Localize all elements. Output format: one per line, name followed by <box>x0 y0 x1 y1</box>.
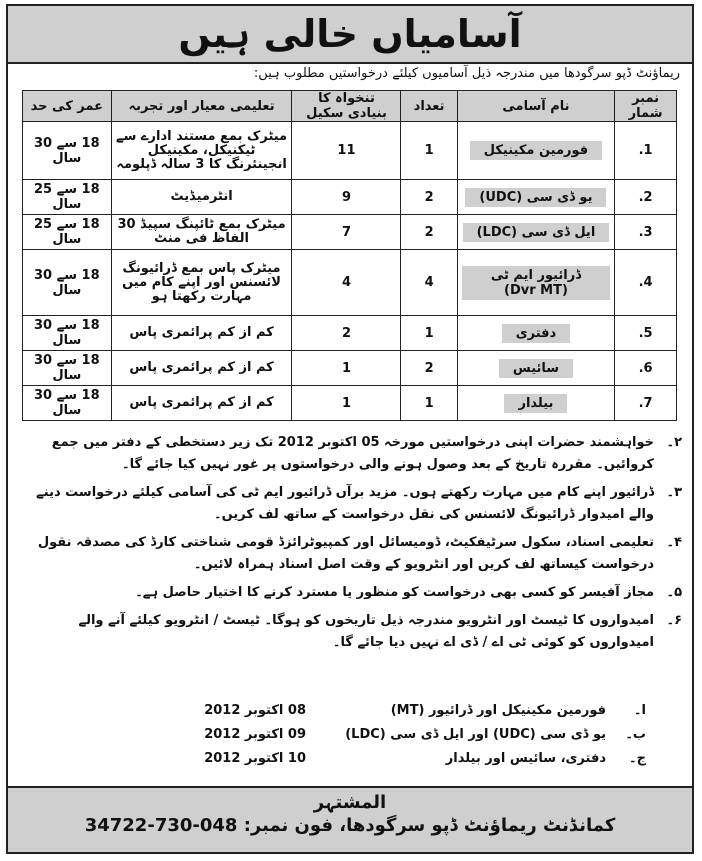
cell-qualification: انٹرمیڈیٹ <box>111 180 292 215</box>
cell-qualification: کم از کم پرائمری پاس <box>111 316 292 351</box>
schedule-date: 08 اکتوبر 2012 <box>204 702 306 718</box>
table-row <box>23 316 677 351</box>
cell-post <box>457 122 614 180</box>
cell-sr: 2. <box>615 180 677 215</box>
cell-age: 18 سے 30 سال <box>23 316 112 351</box>
cell-qualification: میٹرک بمع ٹائپنگ سپیڈ 30 الفاظ فی منٹ <box>111 215 292 250</box>
cell-post <box>457 215 614 250</box>
note-text: امیدواروں کا ٹیسٹ اور انٹرویو مندرجہ ذیل تاریخوں کو ہوگا۔ ٹیسٹ / انٹرویو کیلئے آنے والے امیدواروں کو کوئی ٹی اے / ڈی اے نہیں دیا جائے گا۔ <box>78 613 654 650</box>
schedule-date: 10 اکتوبر 2012 <box>204 750 306 766</box>
note-text: مجاز آفیسر کو کسی بھی درخواست کو منظور یا مسترد کرنے کا اختیار حاصل ہے۔ <box>135 585 654 600</box>
post-name: سائیس <box>499 359 573 378</box>
advertisement-page <box>6 4 694 854</box>
cell-qualification: میٹرک پاس بمع ڈرائیونگ لائسنس اور اپنے کام میں مہارت رکھتا ہو <box>111 250 292 316</box>
header-scale: تنخواہ کا بنیادی سکیل <box>292 91 401 122</box>
page-title: آسامیاں خالی ہیں <box>178 12 522 56</box>
title-banner <box>8 6 692 64</box>
cell-post <box>457 250 614 316</box>
table-row <box>23 250 677 316</box>
note-item <box>18 482 682 526</box>
cell-post <box>457 351 614 386</box>
note-number: ۴۔ <box>666 535 682 550</box>
cell-scale: 1 <box>292 386 401 421</box>
cell-count: 1 <box>401 316 457 351</box>
header-count: تعداد <box>401 91 457 122</box>
schedule-group: یو ڈی سی (UDC) اور ایل ڈی سی (LDC) <box>345 726 606 742</box>
note-item <box>18 610 682 654</box>
table-header-row <box>23 91 677 122</box>
cell-qualification: کم از کم پرائمری پاس <box>111 351 292 386</box>
note-text: خواہشمند حضرات اپنی درخواستیں مورخہ 05 اکتوبر 2012 تک زیر دستخطی کے دفتر میں جمع کروائیں۔ مقررہ تاریخ کے بعد وصول ہونے والی درخواستوں پر غور نہیں کیا جائے گا۔ <box>51 435 654 472</box>
schedule-date: 09 اکتوبر 2012 <box>204 726 306 742</box>
interview-schedule <box>106 698 646 770</box>
cell-scale: 7 <box>292 215 401 250</box>
cell-post <box>457 316 614 351</box>
cell-sr: 1. <box>615 122 677 180</box>
vacancies-table <box>22 90 677 421</box>
cell-age: 18 سے 30 سال <box>23 351 112 386</box>
note-number: ۶۔ <box>666 613 682 628</box>
table-row <box>23 122 677 180</box>
contact-line: کمانڈنٹ ریماؤنٹ ڈپو سرگودھا، فون نمبر: 048-730-34722 <box>84 815 616 836</box>
table-row <box>23 351 677 386</box>
schedule-letter: ب۔ <box>625 726 646 742</box>
advertiser-label: المشتہر <box>313 792 387 813</box>
note-text: ڈرائیور اپنے کام میں مہارت رکھتے ہوں۔ مزید برآں ڈرائیور ایم ٹی کی آسامی کیلئے درخواست دینے والے امیدوار ڈرائیونگ لائسنس کی نقل درخواست کے ساتھ لف کریں۔ <box>36 485 654 522</box>
cell-age: 18 سے 30 سال <box>23 122 112 180</box>
cell-post <box>457 386 614 421</box>
cell-count: 4 <box>401 250 457 316</box>
schedule-row <box>106 746 646 770</box>
schedule-letter: ج۔ <box>629 750 646 766</box>
cell-qualification: کم از کم پرائمری پاس <box>111 386 292 421</box>
cell-scale: 2 <box>292 316 401 351</box>
cell-count: 2 <box>401 180 457 215</box>
note-item <box>18 582 682 604</box>
schedule-row <box>106 698 646 722</box>
note-number: ۳۔ <box>666 485 682 500</box>
post-name: یو ڈی سی (UDC) <box>465 188 606 207</box>
header-sr: نمبر شمار <box>615 91 677 122</box>
cell-scale: 11 <box>292 122 401 180</box>
cell-count: 2 <box>401 215 457 250</box>
cell-scale: 4 <box>292 250 401 316</box>
note-item <box>18 532 682 576</box>
cell-sr: 3. <box>615 215 677 250</box>
cell-post <box>457 180 614 215</box>
schedule-letter: ا۔ <box>633 702 646 718</box>
cell-count: 1 <box>401 122 457 180</box>
post-name: ایل ڈی سی (LDC) <box>463 223 610 242</box>
notes-list <box>18 432 682 660</box>
cell-count: 2 <box>401 351 457 386</box>
schedule-group: دفتری، سائیس اور بیلدار <box>445 750 606 766</box>
cell-age: 18 سے 25 سال <box>23 180 112 215</box>
header-qualification: تعلیمی معیار اور تجربہ <box>111 91 292 122</box>
post-name: فورمین مکینیکل <box>470 141 602 160</box>
intro-text: ریماؤنٹ ڈپو سرگودھا میں مندرجہ ذیل آسامیوں کیلئے درخواستیں مطلوب ہیں: <box>253 66 680 81</box>
post-name: بیلدار <box>504 394 567 413</box>
footer-banner <box>8 786 692 852</box>
cell-sr: 7. <box>615 386 677 421</box>
cell-sr: 5. <box>615 316 677 351</box>
schedule-row <box>106 722 646 746</box>
cell-scale: 1 <box>292 351 401 386</box>
cell-age: 18 سے 30 سال <box>23 386 112 421</box>
note-number: ۲۔ <box>666 435 682 450</box>
cell-qualification: میٹرک بمع مستند ادارے سے ٹیکنیکل، مکینیکل انجینئرنگ کا 3 سالہ ڈپلومہ <box>111 122 292 180</box>
table-row <box>23 180 677 215</box>
cell-sr: 6. <box>615 351 677 386</box>
table-row <box>23 215 677 250</box>
header-age: عمر کی حد <box>23 91 112 122</box>
header-post: نام آسامی <box>457 91 614 122</box>
cell-count: 1 <box>401 386 457 421</box>
note-item <box>18 432 682 476</box>
schedule-group: فورمین مکینیکل اور ڈرائیور (MT) <box>390 702 606 718</box>
table-row <box>23 386 677 421</box>
cell-age: 18 سے 25 سال <box>23 215 112 250</box>
cell-scale: 9 <box>292 180 401 215</box>
post-name: ڈرائیور ایم ٹی (Dvr MT) <box>462 266 610 300</box>
cell-age: 18 سے 30 سال <box>23 250 112 316</box>
cell-sr: 4. <box>615 250 677 316</box>
note-number: ۵۔ <box>666 585 682 600</box>
post-name: دفتری <box>502 324 571 343</box>
note-text: تعلیمی اسناد، سکول سرٹیفکیٹ، ڈومیسائل اور کمپیوٹرائزڈ قومی شناختی کارڈ کی مصدقہ نقول درخواست کیساتھ لف کریں اور انٹرویو کے وقت اصل اسناد ہمراہ لائیں۔ <box>37 535 654 572</box>
